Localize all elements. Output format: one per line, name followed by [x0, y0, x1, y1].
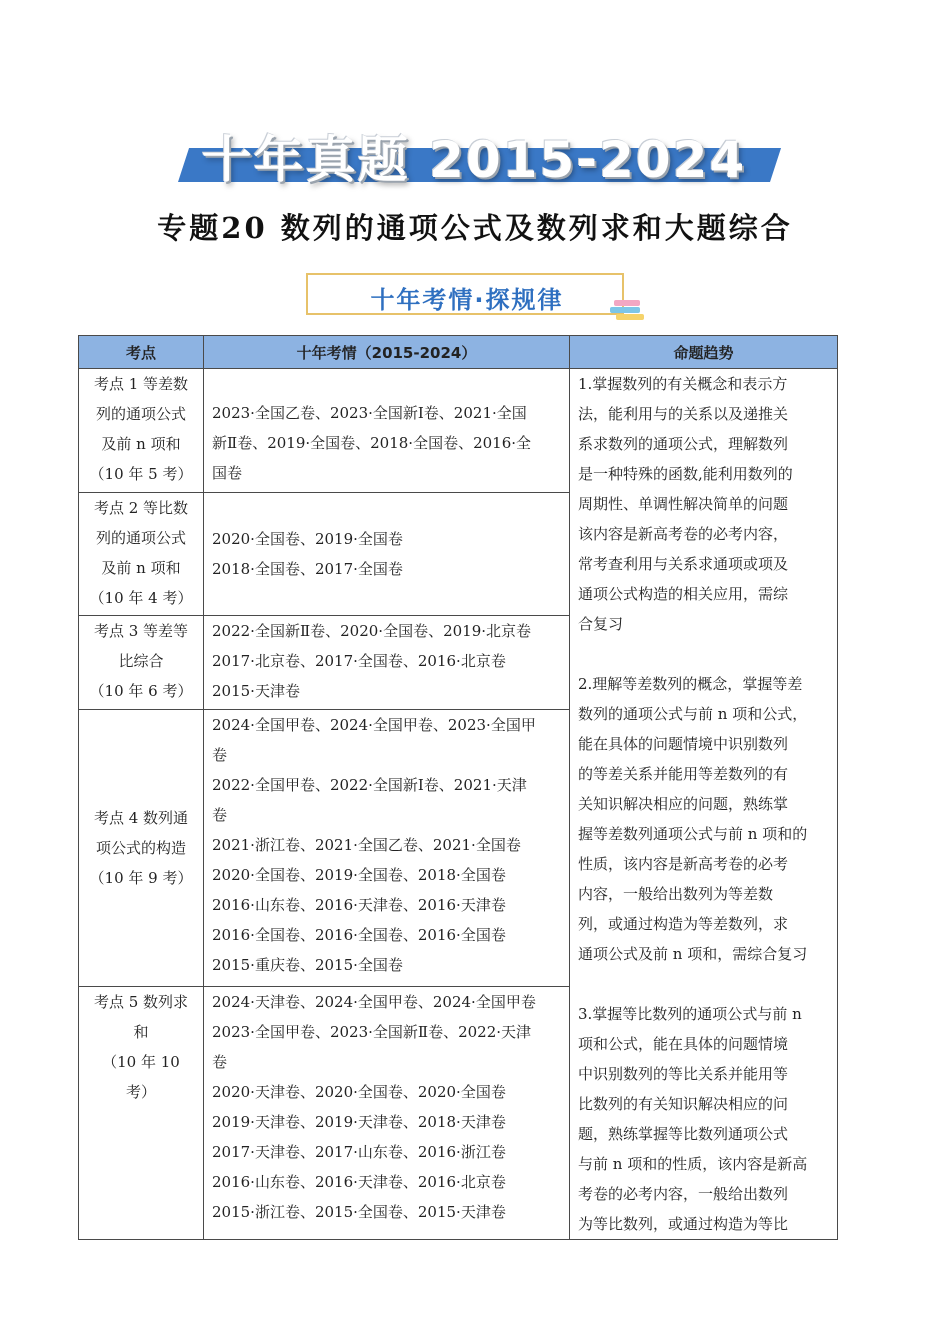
trend-line: 系求数列的通项公式，理解数列 — [578, 435, 789, 453]
years-line: 2024·天津卷、2024·全国甲卷、2024·全国甲卷 — [212, 993, 536, 1012]
trend-line: 法，能利用与的关系以及递推关 — [578, 405, 789, 423]
banner-title: 十年真题 2015-2024 — [201, 131, 747, 189]
trend-line: 内容，一般给出数列为等差数 — [578, 885, 774, 903]
topic-line: 比综合 — [118, 652, 164, 671]
trend-line: 列，或通过构造为等差数列，求 — [578, 915, 789, 933]
years-cell — [204, 492, 570, 616]
years-line: 2019·天津卷、2019·天津卷、2018·天津卷 — [212, 1113, 506, 1132]
trend-line: 题，熟练掌握等比数列通项公式 — [578, 1125, 789, 1143]
books-icon — [610, 300, 646, 324]
table-row — [79, 369, 838, 493]
topic-line: 考） — [125, 1083, 156, 1102]
topic-line: 及前 n 项和 — [101, 435, 181, 453]
topic-line: 考点 4 数列通 — [93, 809, 189, 828]
header-topic: 考点 — [79, 336, 204, 369]
years-line: 新Ⅱ卷、2019·全国卷、2018·全国卷、2016·全 — [212, 434, 532, 452]
header-years: 十年考情（2015-2024） — [204, 336, 570, 369]
years-line: 2015·天津卷 — [212, 682, 300, 701]
years-line: 2024·全国甲卷、2024·全国甲卷、2023·全国甲 — [212, 716, 536, 735]
trend-line: 性质，该内容是新高考卷的必考 — [578, 855, 789, 873]
topic-cell — [79, 492, 204, 616]
years-line: 2020·天津卷、2020·全国卷、2020·全国卷 — [212, 1083, 506, 1102]
trend-line: 项和公式，能在具体的问题情境 — [578, 1035, 789, 1053]
trend-line: 中识别数列的等比关系并能用等 — [578, 1065, 789, 1083]
topic-line: （10 年 9 考） — [89, 869, 193, 888]
years-line: 2021·浙江卷、2021·全国乙卷、2021·全国卷 — [212, 836, 521, 855]
years-line: 2016·山东卷、2016·天津卷、2016·北京卷 — [212, 1173, 506, 1192]
exam-summary-table — [78, 335, 838, 1240]
topic-line: 列的通项公式 — [95, 405, 186, 423]
topic-cell — [79, 616, 204, 710]
trend-line: 比数列的有关知识解决相应的问 — [578, 1095, 789, 1113]
years-line: 2020·全国卷、2019·全国卷、2018·全国卷 — [212, 866, 506, 885]
years-line: 国卷 — [212, 464, 243, 482]
trend-line: 为等比数列，或通过构造为等比 — [578, 1215, 789, 1233]
trend-line: 是一种特殊的函数,能利用数列的 — [578, 465, 793, 483]
trend-line: 考卷的必考内容，一般给出数列 — [578, 1185, 789, 1203]
document-title: 专题20 数列的通项公式及数列求和大题综合 — [157, 211, 793, 245]
years-line: 2018·全国卷、2017·全国卷 — [212, 560, 403, 579]
years-cell — [204, 369, 570, 493]
years-line: 2017·天津卷、2017·山东卷、2016·浙江卷 — [212, 1143, 506, 1162]
trend-line: 数列的通项公式与前 n 项和公式， — [578, 705, 808, 723]
topic-line: 列的通项公式 — [95, 528, 186, 547]
years-line: 2015·重庆卷、2015·全国卷 — [212, 956, 403, 975]
trend-line: 的等差关系并能用等差数列的有 — [578, 765, 789, 783]
topic-line: （10 年 10 — [102, 1053, 180, 1072]
trend-line: 2.理解等差数列的概念，掌握等差 — [578, 675, 803, 693]
years-line: 卷 — [212, 746, 228, 765]
years-line: 卷 — [212, 806, 228, 825]
topic-line: （10 年 4 考） — [89, 588, 193, 607]
trend-line: 该内容是新高考卷的必考内容， — [578, 525, 789, 543]
topic-line: 项公式的构造 — [95, 839, 186, 858]
trend-line: 3.掌握等比数列的通项公式与前 n — [578, 1005, 802, 1023]
topic-line: 考点 5 数列求 — [93, 993, 189, 1012]
trend-line: 通项公式构造的相关应用，需综 — [578, 585, 789, 603]
years-line: 2023·全国乙卷、2023·全国新Ⅰ卷、2021·全国 — [212, 404, 527, 422]
table-header-row — [79, 336, 838, 369]
topic-line: （10 年 6 考） — [89, 682, 193, 701]
topic-cell — [79, 710, 204, 987]
topic-line: 考点 2 等比数 — [93, 498, 189, 517]
trend-line: 握等差数列通项公式与前 n 项和的 — [578, 825, 808, 843]
years-line: 2016·山东卷、2016·天津卷、2016·天津卷 — [212, 896, 506, 915]
years-line: 2020·全国卷、2019·全国卷 — [212, 530, 403, 549]
trend-line: 与前 n 项和的性质，该内容是新高 — [578, 1155, 808, 1173]
years-line: 2016·全国卷、2016·全国卷、2016·全国卷 — [212, 926, 506, 945]
trend-line: 通项公式及前 n 项和，需综合复习 — [578, 945, 808, 963]
years-line: 2022·全国新Ⅱ卷、2020·全国卷、2019·北京卷 — [212, 622, 532, 641]
topic-cell — [79, 987, 204, 1240]
years-cell — [204, 710, 570, 987]
trend-paragraph-3 — [578, 999, 829, 1239]
trend-line: 周期性、单调性解决简单的问题 — [578, 495, 789, 513]
trend-paragraph-2 — [578, 669, 829, 969]
trend-line: 关知识解决相应的问题，熟练掌 — [578, 795, 789, 813]
header-trend: 命题趋势 — [570, 336, 838, 369]
years-cell — [204, 616, 570, 710]
topic-cell — [79, 369, 204, 493]
years-line: 2017·北京卷、2017·全国卷、2016·北京卷 — [212, 652, 506, 671]
trend-cell — [570, 369, 838, 1240]
banner — [178, 118, 770, 189]
topic-line: 考点 3 等差等 — [93, 622, 189, 641]
topic-line: 考点 1 等差数 — [93, 375, 189, 393]
topic-line: 及前 n 项和 — [101, 558, 181, 577]
years-line: 2023·全国甲卷、2023·全国新Ⅱ卷、2022·天津 — [212, 1023, 532, 1042]
section-header-label: 十年考情·探规律 — [370, 286, 564, 314]
trend-paragraph-1 — [578, 369, 829, 639]
trend-line: 常考查利用与关系求通项或项及 — [578, 555, 789, 573]
trend-line: 1.掌握数列的有关概念和表示方 — [578, 375, 788, 393]
trend-line: 合复习 — [578, 615, 624, 633]
years-line: 卷 — [212, 1053, 228, 1072]
trend-line: 能在具体的问题情境中识别数列 — [578, 735, 789, 753]
topic-line: 和 — [133, 1023, 149, 1042]
section-header — [306, 273, 624, 315]
years-line: 2022·全国甲卷、2022·全国新Ⅰ卷、2021·天津 — [212, 776, 527, 795]
years-line: 2015·浙江卷、2015·全国卷、2015·天津卷 — [212, 1203, 506, 1222]
years-cell — [204, 987, 570, 1240]
topic-line: （10 年 5 考） — [89, 465, 193, 483]
